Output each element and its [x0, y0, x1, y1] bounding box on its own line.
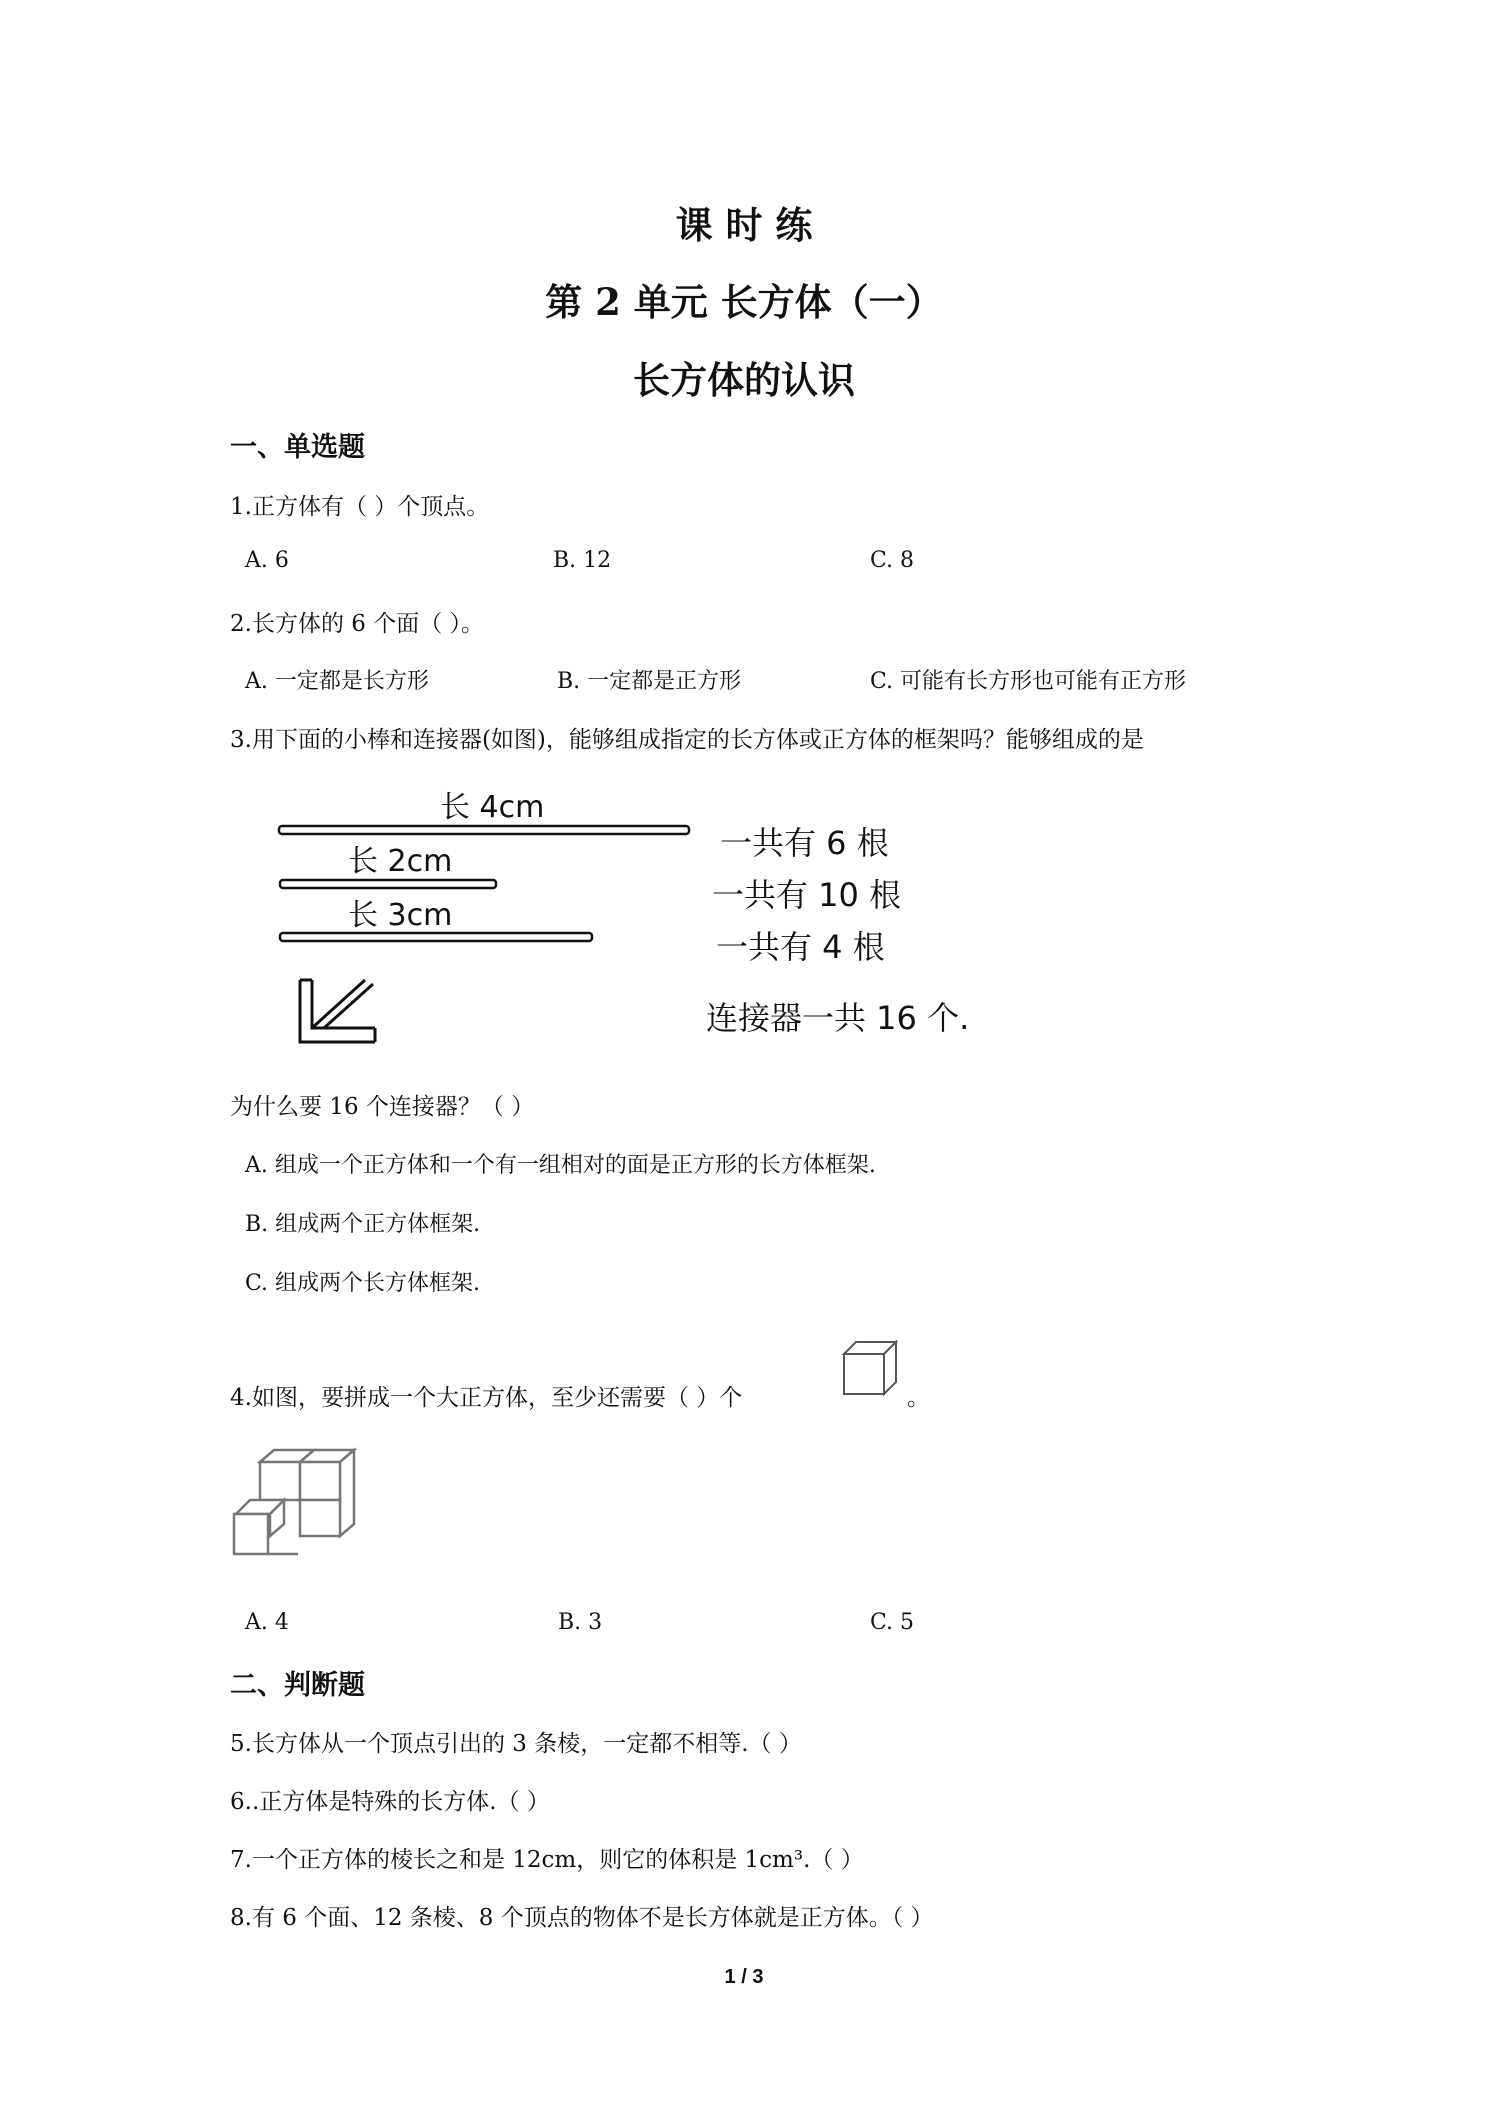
section-title-single-choice: 一、单选题: [230, 432, 365, 463]
q4-option-c: C. 5: [870, 1610, 915, 1635]
question-5: 5.长方体从一个顶点引出的 3 条棱，一定都不相等.（ ）: [230, 1731, 802, 1757]
q2-option-a: A. 一定都是长方形: [245, 669, 429, 694]
q1-option-b: B. 12: [553, 548, 612, 573]
question-7: 7.一个正方体的棱长之和是 12cm，则它的体积是 1cm³.（ ）: [230, 1847, 864, 1873]
question-3-sub: 为什么要 16 个连接器？（ ）: [230, 1094, 535, 1120]
section-title-true-false: 二、判断题: [230, 1670, 365, 1701]
q1-option-a: A. 6: [245, 548, 289, 573]
stacked-cubes-figure: [230, 1448, 350, 1568]
q2-option-b: B. 一定都是正方形: [557, 669, 742, 694]
connector-count: 连接器一共 16 个.: [706, 999, 970, 1037]
stick-3cm: [280, 933, 592, 941]
count-4cm: 一共有 6 根: [720, 824, 889, 862]
question-1: 1.正方体有（ ）个顶点。: [230, 494, 490, 520]
question-4: 4.如图，要拼成一个大正方体，至少还需要（ ）个: [230, 1385, 743, 1411]
connector-icon: [300, 980, 375, 1042]
question-8: 8.有 6 个面、12 条棱、8 个顶点的物体不是长方体就是正方体。（ ）: [230, 1905, 934, 1931]
question-3: 3.用下面的小棒和连接器(如图)，能够组成指定的长方体或正方体的框架吗？能够组成的是: [230, 727, 1144, 753]
stick-4cm: [279, 826, 689, 834]
q2-option-c: C. 可能有长方形也可能有正方形: [870, 669, 1187, 694]
lesson-title: 长方体的认识: [633, 358, 855, 402]
stick-label-2cm: 长 2cm: [348, 844, 453, 879]
q4-option-b: B. 3: [558, 1610, 603, 1635]
q1-option-c: C. 8: [870, 548, 915, 573]
stick-2cm: [280, 880, 496, 888]
count-3cm: 一共有 4 根: [716, 928, 885, 966]
count-2cm: 一共有 10 根: [712, 876, 902, 914]
stick-label-4cm: 长 4cm: [440, 790, 545, 825]
q4-option-a: A. 4: [245, 1610, 289, 1635]
q3-option-a: A. 组成一个正方体和一个有一组相对的面是正方形的长方体框架.: [245, 1153, 876, 1178]
question-4-tail: 。: [907, 1385, 930, 1411]
stick-label-3cm: 长 3cm: [348, 898, 453, 933]
unit-title: 第 2 单元 长方体（一）: [545, 280, 943, 324]
small-cube-icon: [840, 1338, 900, 1398]
page-number: 1 / 3: [724, 1966, 764, 1988]
q3-option-b: B. 组成两个正方体框架.: [245, 1212, 481, 1237]
q3-option-c: C. 组成两个长方体框架.: [245, 1271, 481, 1296]
question-6: 6..正方体是特殊的长方体.（ ）: [230, 1789, 550, 1815]
page-title: 课 时 练: [675, 203, 813, 247]
question-2: 2.长方体的 6 个面（ ）。: [230, 611, 485, 637]
